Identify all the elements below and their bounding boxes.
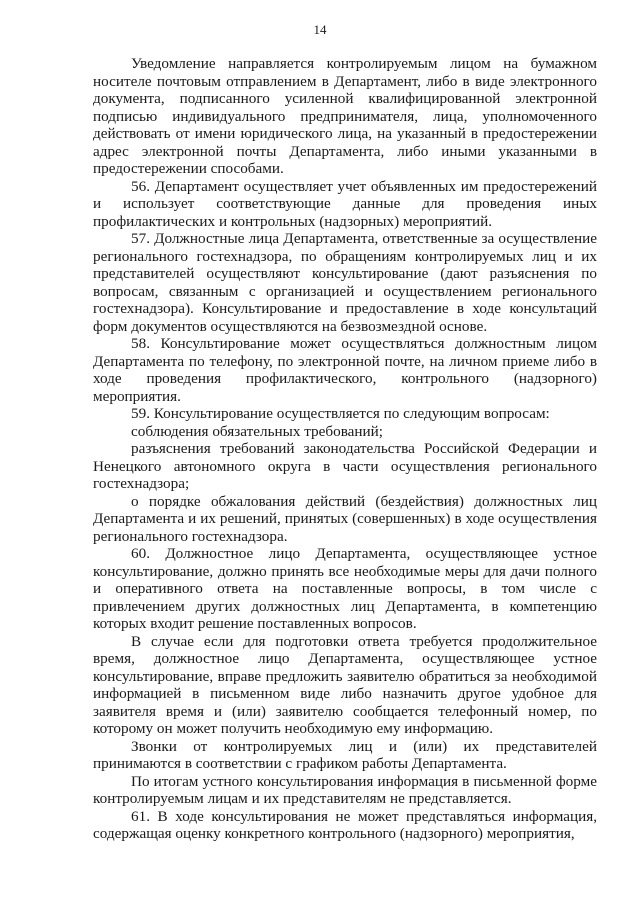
paragraph-61: 61. В ходе консультирования не может представляться информация, содержащая оценку конкретного контрольного (надзорного) мероприятия, (93, 807, 597, 842)
paragraph-no-written-info: По итогам устного консультирования информация в письменной форме контролируемым лицам и их представителям не представляется. (93, 772, 597, 807)
paragraph-calls-schedule: Звонки от контролируемых лиц и (или) их представителей принимаются в соответствии с графиком работы Департамента. (93, 737, 597, 772)
list-item-mandatory-requirements: соблюдения обязательных требований; (131, 422, 384, 440)
document-body (93, 55, 597, 843)
paragraph-extended-time: В случае если для подготовки ответа требуется продолжительное время, должностное лицо Департамента, осуществляющее устное консультирование, вправе предложить заявителю обратиться за необходимой информацией в письменном виде либо назначить другое удобное для заявителя время и (или) заявителю сообщается телефонный номер, по которому он может получить необходимую ему информацию. (93, 632, 597, 737)
paragraph-59: 59. Консультирование осуществляется по следующим вопросам: (131, 405, 550, 422)
paragraph-57: 57. Должностные лица Департамента, ответственные за осуществление регионального гостехнадзора, по обращениям контролируемых лиц и их представителей осуществляют консультирование (дают разъяснения по вопросам, связанным с организацией и осуществлением регионального гостехнадзора). Консультирование и предоставление в ходе консультаций форм документов осуществляются на безвозмездной основе. (93, 230, 597, 335)
list-item-appeal-procedure: о порядке обжалования действий (бездействия) должностных лиц Департамента и их решений, принятых (совершенных) в ходе осуществления регионального гостехнадзора. (93, 492, 597, 545)
paragraph-60: 60. Должностное лицо Департамента, осуществляющее устное консультирование, должно принять все необходимые меры для дачи полного и оперативного ответа на поставленные вопросы, в том числе с привлечением других должностных лиц Департамента, в компетенцию которых входит решение поставленных вопросов. (93, 545, 597, 632)
paragraph-58: 58. Консультирование может осуществляться должностным лицом Департамента по телефону, по электронной почте, на личном приеме либо в ходе проведения профилактического, контрольного (надзорного) мероприятия. (93, 335, 597, 405)
page-number: 14 (313, 22, 327, 37)
paragraph-56: 56. Департамент осуществляет учет объявленных им предостережений и использует соответствующие данные для проведения иных профилактических и контрольных (надзорных) мероприятий. (93, 177, 597, 230)
paragraph-notification-delivery: Уведомление направляется контролируемым лицом на бумажном носителе почтовым отправлением в Департамент, либо в виде электронного документа, подписанного усиленной квалифицированной электронной подписью индивидуального предпринимателя, лица, уполномоченного действовать от имени юридического лица, на указанный в предостережении адрес электронной почты Департамента, либо иными указанными в предостережении способами. (93, 55, 597, 177)
list-item-legislation-explanation: разъяснения требований законодательства Российской Федерации и Ненецкого автономного округа в части осуществления регионального гостехнадзора; (93, 440, 597, 492)
